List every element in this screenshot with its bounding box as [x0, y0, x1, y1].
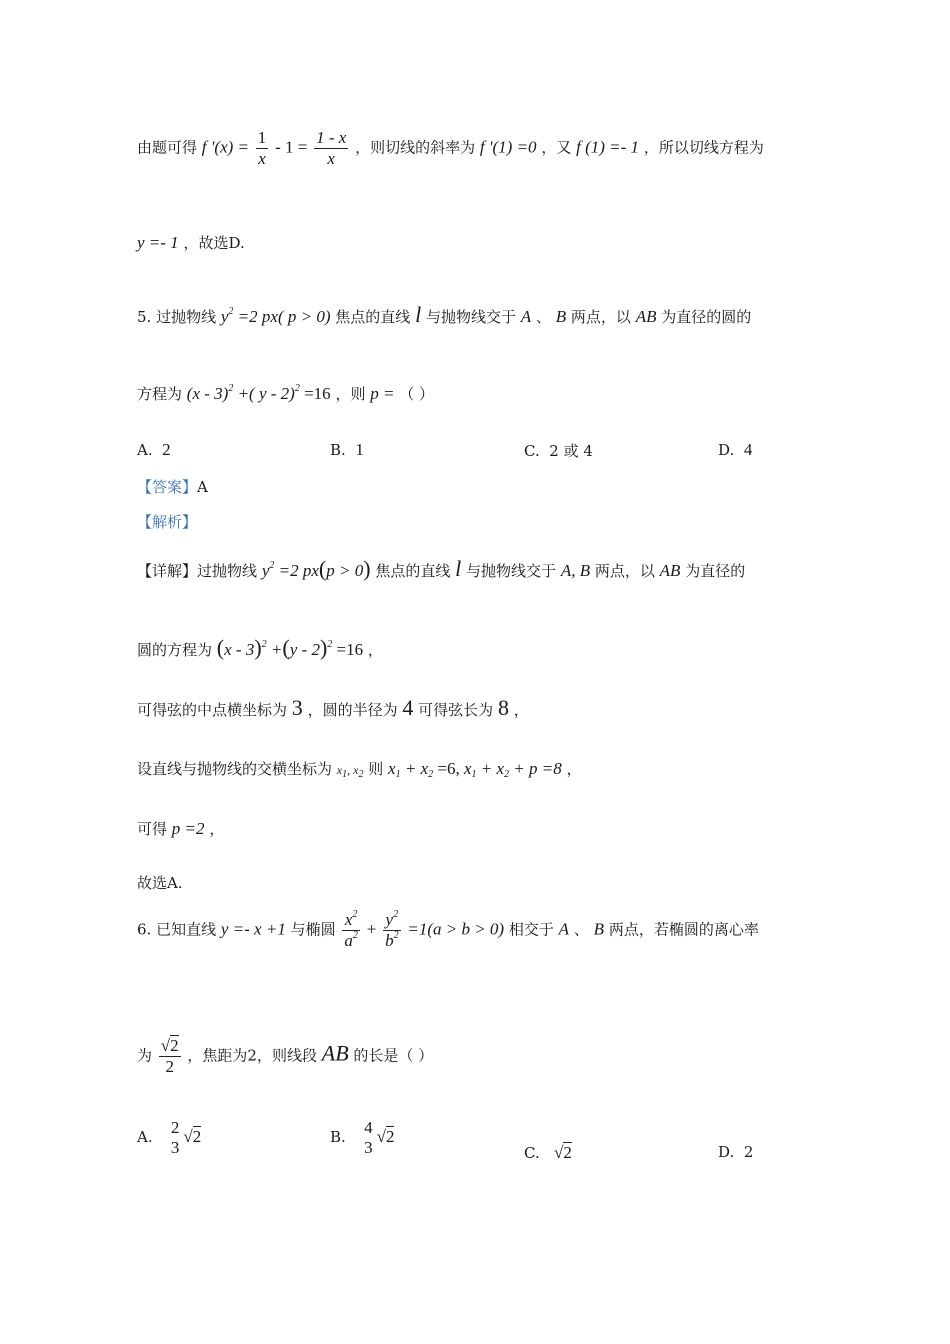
q6-stem-line-1: 6. 已知直线 y =- x +1 与椭圆 $\frac{x^2}{a^2}$ + $\frac{y^2}{b^2}$ =1(a > b > 0) 相交于 A 、 B 两点，若椭圆的离心率 — [137, 909, 759, 950]
fraction-sqrt2-over-2: $\frac{√2}{2}$ — [160, 1036, 179, 1076]
q5-detail-line-6: 故选A. — [137, 874, 183, 892]
derivative-expr: f '(x) = — [201, 137, 249, 157]
q6-option-b: B. 4 3 √2 — [330, 1118, 395, 1157]
q6-option-c: C. √2 — [524, 1143, 572, 1162]
q5-detail-line-5: 可得 p =2 ， — [137, 819, 225, 838]
q5-analysis-tag: 【解析】 — [137, 513, 198, 531]
q5-detail-line-3: 可得弦的中点横坐标为 3 ，圆的半径为 4 可得弦长为 8 ， — [137, 695, 529, 720]
q5-answer: 【答案】A — [137, 478, 208, 496]
q5-option-c: C. 2 或 4 — [524, 442, 593, 460]
answer-tag: 【答案】 — [137, 478, 198, 496]
fraction-1-minus-x-over-x: $\frac{1 - x}{x}$ — [316, 128, 347, 168]
q6-stem-line-2: 为 $\frac{√2}{2}$ ，焦距为2，则线段 AB 的长是（ ） — [137, 1036, 434, 1076]
q6-option-d: D. 2 — [718, 1143, 754, 1161]
q5-stem-line-1: 5. 过抛物线 $y^2 =2$ px( p > 0) 焦点的直线 l 与抛物线交于 A 、 B 两点，以 AB 为直径的圆的 — [137, 302, 752, 327]
prev-line-2: y =- 1 ，故选D. — [137, 233, 245, 252]
q5-option-d: D. 4 — [718, 440, 753, 459]
circle-equation: (x - 3)$^2$ +( y - 2)$^2$ =16 — [186, 383, 331, 403]
fraction-1-over-x: $\frac{1}{x}$ — [257, 128, 267, 168]
q5-detail-line-4: 设直线与抛物线的交横坐标为 $x_1$, $x_2$ 则 $x_1 + x_2 =6$, $x_1 + x_2 + p =8$ ， — [137, 759, 582, 780]
q6-option-a: A. 2 3 √2 — [137, 1118, 202, 1157]
q5-detail-line-2: 圆的方程为 (x - 3)$^2$ +(y - 2)$^2$ =16 ， — [137, 635, 383, 660]
parabola-equation: $y^2 =2$ px( p > 0) — [220, 306, 331, 326]
q5-option-a: A. 2 — [137, 440, 171, 459]
fraction-x2-over-a2: $\frac{x^2}{a^2}$ — [344, 909, 358, 950]
fraction-y2-over-b2: $\frac{y^2}{b^2}$ — [385, 909, 399, 950]
q5-detail-line-1: 【详解】过抛物线 $y^2 =2$ px(p > 0) 焦点的直线 l 与抛物线交于 A, B 两点，以 AB 为直径的 — [137, 556, 746, 581]
prev-line-1: 由题可得 f '(x) = $\frac{1}{x}$ - 1 = $\frac{1 - x}{x}$ ，则切线的斜率为 f '(1) =0 ，又 f (1) =- 1 ，所以切线方程为 — [137, 128, 764, 168]
q5-stem-line-2: 方程为 (x - 3)$^2$ +( y - 2)$^2$ =16 ，则 p = （ ） — [137, 383, 435, 403]
detail-tag: 【详解】 — [137, 562, 198, 580]
q5-option-b: B. 1 — [330, 440, 364, 459]
